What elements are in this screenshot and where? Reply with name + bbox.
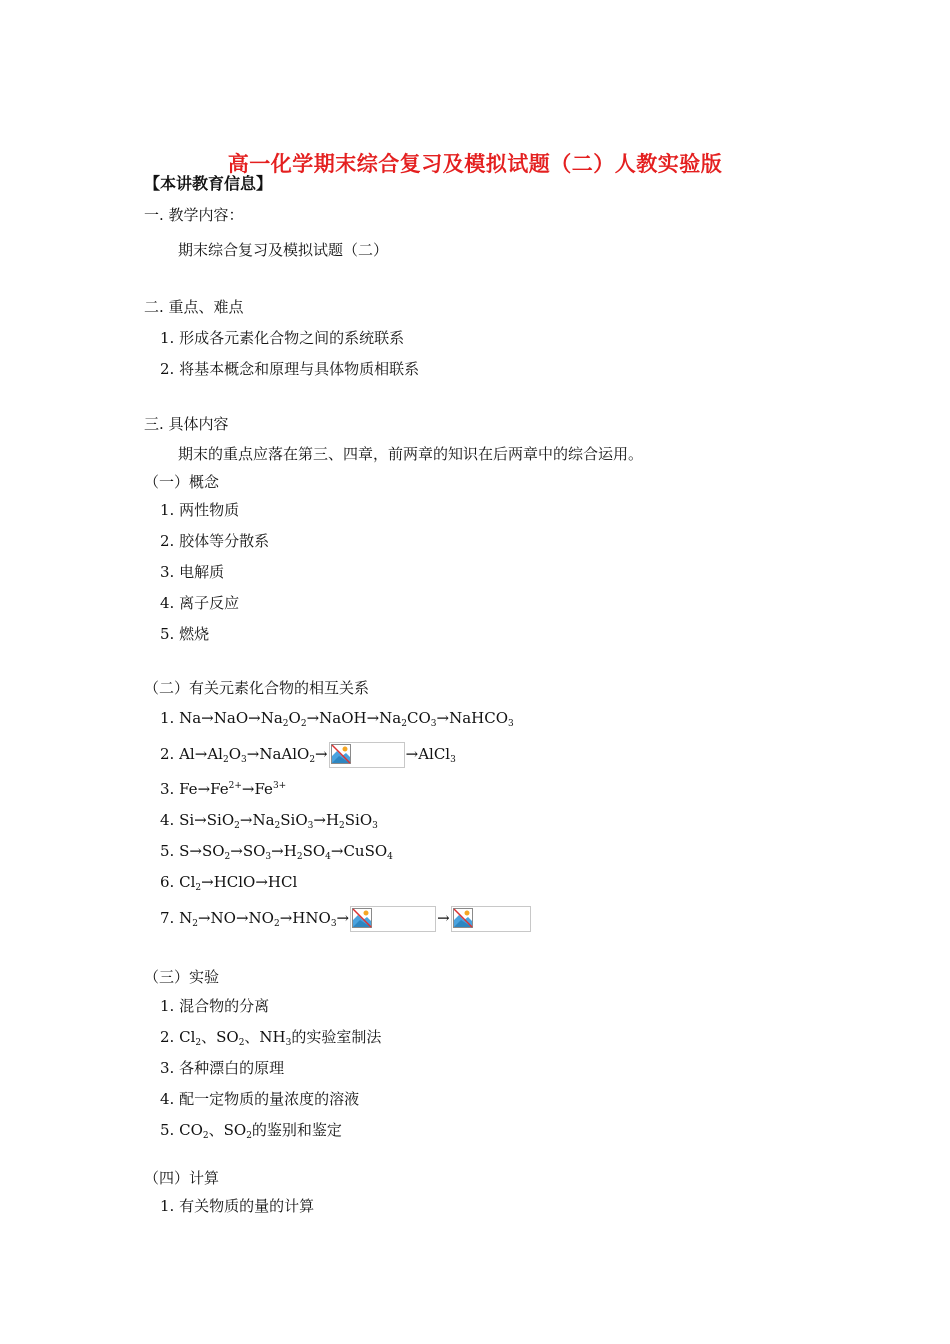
experiment-item: 3. 各种漂白的原理 bbox=[160, 1059, 285, 1077]
document-title: 高一化学期末综合复习及模拟试题（二）人教实验版 bbox=[227, 152, 723, 176]
relation-3: 3. $Fe\to Fe^{2+}\to Fe^{3+}$ bbox=[160, 780, 287, 798]
section-3-intro: 期末的重点应落在第三、四章，前两章的知识在后两章中的综合运用。 bbox=[178, 445, 644, 463]
broken-image-icon bbox=[451, 906, 531, 932]
concept-item: 5. 燃烧 bbox=[160, 625, 210, 643]
subsection-calculations-heading: （四）计算 bbox=[144, 1169, 220, 1187]
section-2-item: 2. 将基本概念和原理与具体物质相联系 bbox=[160, 360, 420, 378]
relation-2: 2. $Al\to Al_2O_3\to NaAlO_2\to$ →AlCl$_3$ bbox=[160, 742, 456, 768]
calculation-item: 1. 有关物质的量的计算 bbox=[160, 1197, 315, 1215]
subsection-experiments-heading: （三）实验 bbox=[144, 968, 220, 986]
concept-item: 3. 电解质 bbox=[160, 563, 225, 581]
experiment-item: 1. 混合物的分离 bbox=[160, 997, 270, 1015]
section-2-heading: 二. 重点、难点 bbox=[144, 298, 244, 316]
concept-item: 1. 两性物质 bbox=[160, 501, 240, 519]
relation-1: 1. $Na\to NaO\to Na_2O_2\to NaOH\to Na_2CO_3\to NaHCO_3$ bbox=[160, 709, 514, 729]
broken-image-icon bbox=[350, 906, 436, 932]
section-3-heading: 三. 具体内容 bbox=[144, 415, 229, 433]
relation-7: 7. $N_2\to NO\to NO_2\to HNO_3\to$ → bbox=[160, 906, 532, 932]
broken-image-icon bbox=[329, 742, 405, 768]
experiment-item: 4. 配一定物质的量浓度的溶液 bbox=[160, 1090, 360, 1108]
relation-5: 5. $S\to SO_2\to SO_3\to H_2SO_4\to CuSO_4$ bbox=[160, 842, 393, 862]
subsection-relations-heading: （二）有关元素化合物的相互关系 bbox=[144, 679, 370, 697]
relation-6: 6. $Cl_2\to HClO\to HCl$ bbox=[160, 873, 298, 893]
section-2-item: 1. 形成各元素化合物之间的系统联系 bbox=[160, 329, 405, 347]
concept-item: 4. 离子反应 bbox=[160, 594, 240, 612]
experiment-item: 2. $Cl_2$、$SO_2$、$NH_3$的实验室制法 bbox=[160, 1028, 382, 1048]
section-1-heading: 一. 教学内容： bbox=[144, 206, 244, 224]
relation-4: 4. $Si\to SiO_2\to Na_2SiO_3\to H_2SiO_3$ bbox=[160, 811, 378, 831]
experiment-item: 5. $CO_2$、$SO_2$的鉴别和鉴定 bbox=[160, 1121, 342, 1141]
section-1-body: 期末综合复习及模拟试题（二） bbox=[178, 241, 389, 259]
subsection-concepts-heading: （一）概念 bbox=[144, 473, 220, 491]
info-header: 【本讲教育信息】 bbox=[144, 174, 273, 193]
concept-item: 2. 胶体等分散系 bbox=[160, 532, 270, 550]
